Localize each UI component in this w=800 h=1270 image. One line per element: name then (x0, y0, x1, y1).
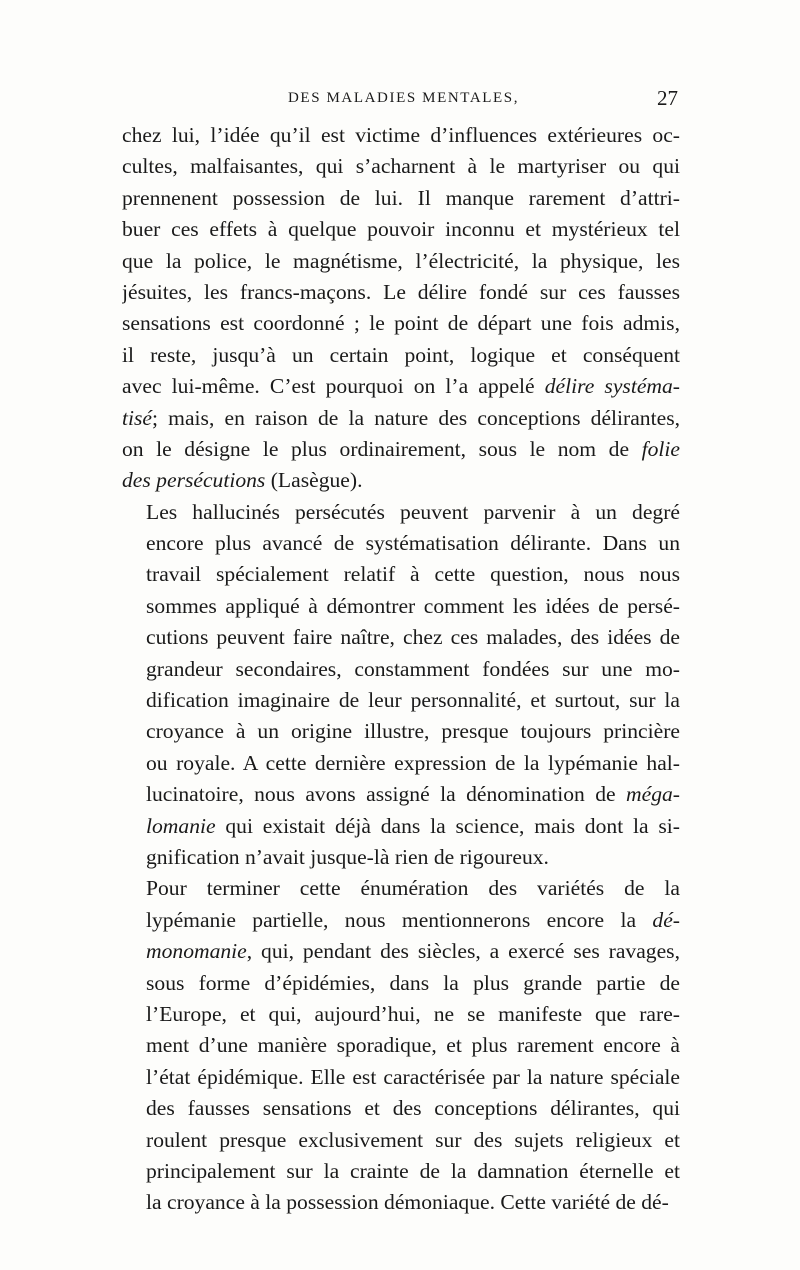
italic-text: folie (641, 436, 680, 461)
text-line (122, 654, 680, 685)
text-line (122, 1093, 680, 1124)
text-run: la croyance à la possession démoniaque. Cette variété de dé- (146, 1190, 669, 1215)
paragraph (122, 120, 680, 497)
text-line (122, 308, 680, 339)
text-line (122, 968, 680, 999)
text-line (122, 716, 680, 747)
italic-text: des persécutions (122, 468, 266, 493)
text-run: , qui, pendant des siècles, a exercé ses ravages, (246, 939, 680, 964)
text-line (122, 1030, 680, 1061)
body-text (122, 120, 680, 1219)
text-run: l’état épidémique. Elle est caractérisée par la nature spéciale (146, 1064, 680, 1089)
text-run: que la police, le magnétisme, l’électricité, la physique, les (122, 248, 680, 273)
text-line (122, 528, 680, 559)
italic-text: monomanie (146, 939, 247, 964)
text-run: on le désigne le plus ordinairement, sous le nom de (122, 436, 642, 461)
text-line (122, 183, 680, 214)
text-line (122, 591, 680, 622)
text-line (122, 151, 680, 182)
text-line (122, 936, 680, 967)
text-line (122, 842, 680, 873)
text-line (122, 1156, 680, 1187)
text-run: ou royale. A cette dernière expression de la lypémanie hal- (146, 750, 680, 775)
text-line (122, 905, 680, 936)
text-line (122, 1125, 680, 1156)
text-run: cutions peuvent faire naître, chez ces malades, des idées de (146, 625, 680, 650)
text-run: des fausses sensations et des conceptions délirantes, qui (146, 1096, 680, 1121)
page-number: 27 (657, 86, 678, 110)
text-run: sommes appliqué à démontrer comment les idées de persé- (146, 593, 680, 618)
text-run: travail spécialement relatif à cette question, nous nous (146, 562, 680, 587)
text-line (122, 246, 680, 277)
italic-text: délire systéma- (544, 374, 680, 399)
text-run: l’Europe, et qui, aujourd’hui, ne se manifeste que rare- (146, 1001, 680, 1026)
text-run: dification imaginaire de leur personnalité, et surtout, sur la (146, 688, 680, 713)
text-run: buer ces effets à quelque pouvoir inconnu et mystérieux tel (122, 217, 680, 242)
text-run: gnification n’avait jusque-là rien de rigoureux. (146, 844, 549, 869)
text-run: prennenent possession de lui. Il manque rarement d’attri- (122, 185, 680, 210)
text-line (122, 559, 680, 590)
paragraph (122, 497, 680, 874)
text-run: lypémanie partielle, nous mentionnerons encore la (146, 907, 653, 932)
running-head (122, 86, 680, 112)
text-run: encore plus avancé de systématisation délirante. Dans un (146, 531, 680, 556)
text-run: qui existait déjà dans la science, mais dont la si- (215, 813, 680, 838)
text-run: ; mais, en raison de la nature des conceptions délirantes, (152, 405, 680, 430)
text-run: lucinatoire, nous avons assigné la dénomination de (146, 782, 627, 807)
text-line (122, 685, 680, 716)
text-line (122, 434, 680, 465)
text-line (122, 622, 680, 653)
text-run: chez lui, l’idée qu’il est victime d’influences extérieures oc- (122, 123, 680, 147)
italic-text: méga- (626, 782, 680, 807)
text-line (122, 465, 680, 496)
text-line (122, 371, 680, 402)
text-line (122, 403, 680, 434)
text-run: Pour terminer cette énumération des variétés de la (146, 876, 680, 901)
text-line (122, 277, 680, 308)
italic-text: tisé (122, 405, 152, 430)
text-line (122, 1062, 680, 1093)
text-run: (Lasègue). (265, 468, 363, 493)
running-title: DES MALADIES MENTALES, (288, 90, 520, 106)
text-run: avec lui-même. C’est pourquoi on l’a appelé (122, 374, 545, 399)
text-run: jésuites, les francs-maçons. Le délire fondé sur ces fausses (122, 279, 680, 304)
italic-text: lomanie (146, 813, 216, 838)
text-run: grandeur secondaires, constamment fondées sur une mo- (146, 656, 680, 681)
text-line (122, 779, 680, 810)
text-line (122, 120, 680, 151)
text-line (122, 999, 680, 1030)
paragraph (122, 873, 680, 1218)
text-run: sensations est coordonné ; le point de départ une fois admis, (122, 311, 680, 336)
text-line (122, 748, 680, 779)
text-line (122, 811, 680, 842)
text-run: Les hallucinés persécutés peuvent parvenir à un degré (146, 499, 680, 524)
text-run: il reste, jusqu’à un certain point, logique et conséquent (122, 342, 680, 367)
text-line (122, 1187, 680, 1218)
text-run: croyance à un origine illustre, presque toujours princière (146, 719, 680, 744)
text-line (122, 497, 680, 528)
text-run: sous forme d’épidémies, dans la plus grande partie de (146, 970, 680, 995)
text-run: ment d’une manière sporadique, et plus rarement encore à (146, 1033, 680, 1058)
text-run: cultes, malfaisantes, qui s’acharnent à le martyriser ou qui (122, 154, 680, 179)
text-run: principalement sur la crainte de la damnation éternelle et (146, 1158, 680, 1183)
italic-text: dé- (652, 907, 680, 932)
text-run: roulent presque exclusivement sur des sujets religieux et (146, 1127, 680, 1152)
text-line (122, 214, 680, 245)
text-line (122, 340, 680, 371)
text-line (122, 873, 680, 904)
